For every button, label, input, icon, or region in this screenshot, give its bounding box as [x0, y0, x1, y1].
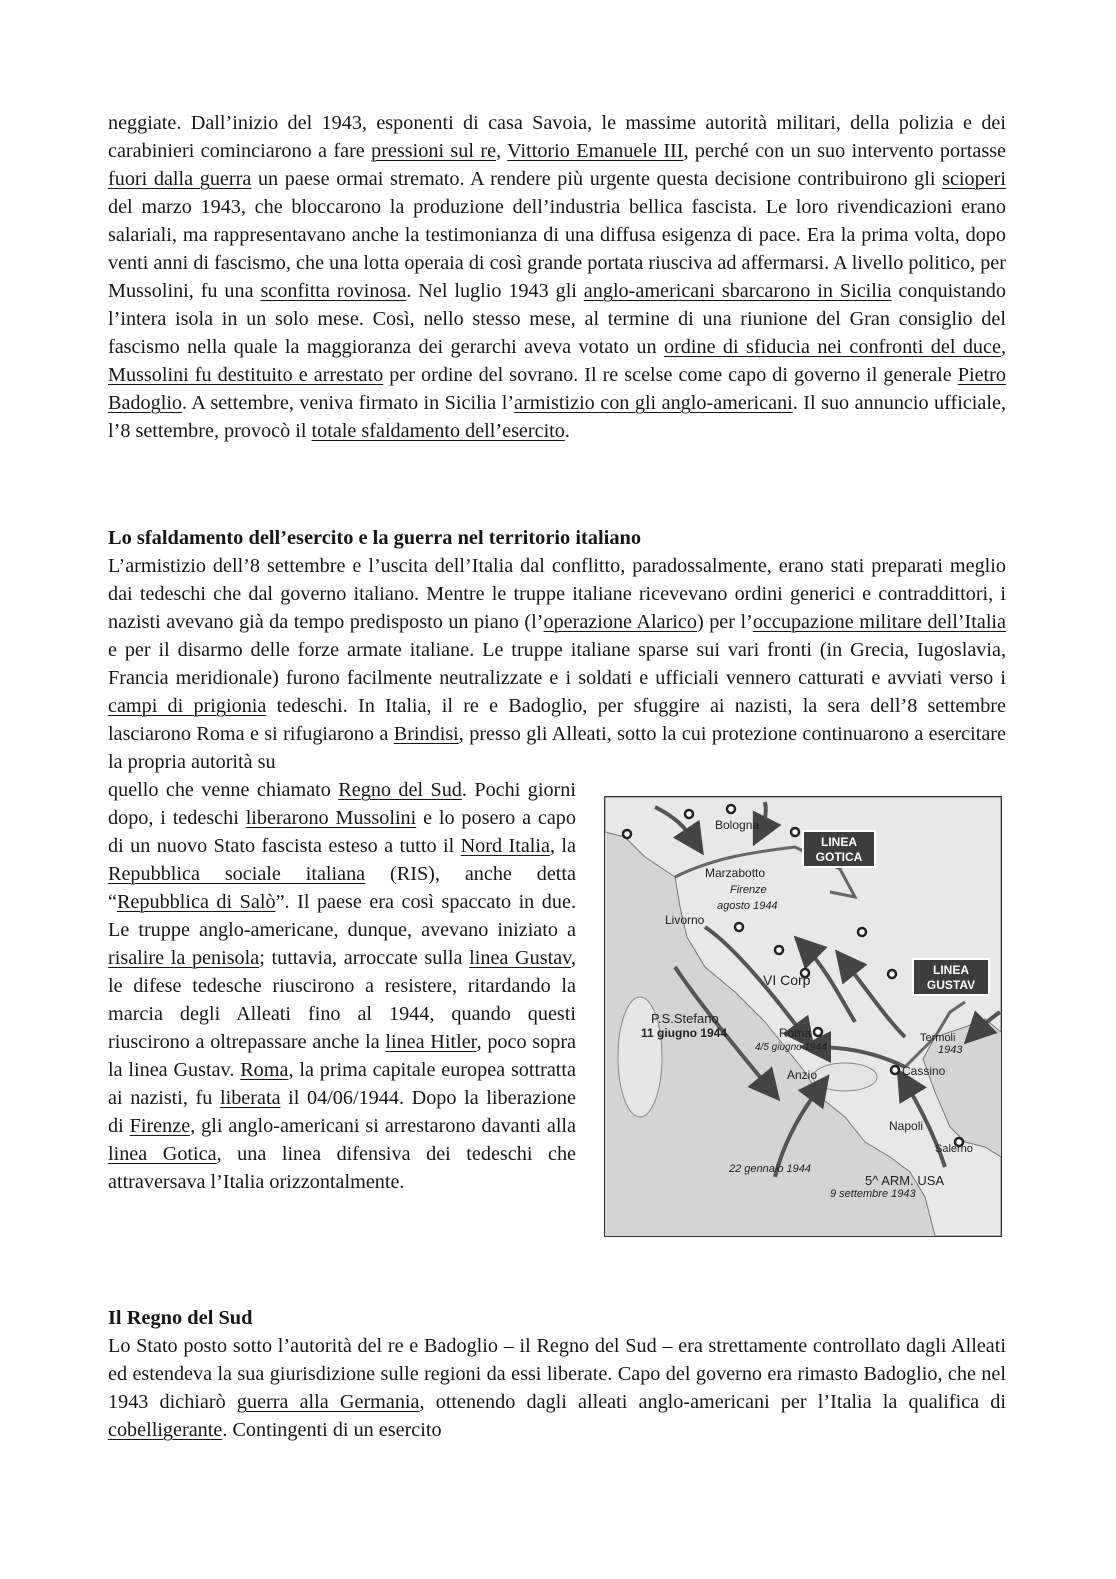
section-paragraph [108, 552, 1006, 776]
map-label-ps-stefano: P.S.Stefano [651, 1011, 719, 1026]
text-run: ”. Il paese era così spaccato in due. Le truppe anglo-americane, dunque, avevano iniziato a [108, 891, 576, 941]
text-run: per ordine del sovrano. Il re scelse come capo di governo il generale [383, 364, 958, 386]
section-paragraph-beside-map [108, 776, 576, 1196]
map-label-livorno: Livorno [665, 913, 705, 927]
war-map-figure [604, 796, 1002, 1237]
text-run: del marzo 1943, che bloccarono la produzione dell’industria bellica fascista. Le loro rivendicazioni erano salariali, ma rappresentavano anche la testimonianza di una diffusa esigenza di pace. Era la prima volta, dopo venti anni di fascismo, che una lotta operaia di così grande portata riusciva ad affermarsi. A livello politico, per Mussolini, fu una [108, 196, 1006, 302]
linked-term[interactable]: Pietro Badoglio [108, 364, 1006, 414]
text-run: , perché con un suo intervento portasse [683, 140, 1007, 162]
map-label-roma: Roma [779, 1026, 812, 1040]
text-run: . Il suo annuncio ufficiale, l’8 settembre, provocò il [108, 392, 1006, 442]
text-run: tedeschi. In Italia, il re e Badoglio, per sfuggire ai nazisti, la sera dell’8 settembre lasciarono Roma e si rifugiarono a [108, 695, 1006, 745]
linked-term[interactable]: Brindisi [393, 723, 459, 745]
text-run: , ottenendo dagli alleati anglo-americani per l’Italia la qualifica di [419, 1391, 1006, 1413]
map-label-termoli-date: 1943 [938, 1044, 963, 1056]
text-run: conquistando l’intera isola in un solo mese. Così, nello stesso mese, al termine di una riunione del Gran consiglio del fascismo nella quale la maggioranza dei gerarchi aveva votato un [108, 280, 1006, 358]
linked-term[interactable]: pressioni sul re [371, 140, 497, 162]
map-label-napoli: Napoli [889, 1119, 924, 1133]
linked-term[interactable]: sconfitta rovinosa [260, 280, 407, 302]
gotica-line-1: LINEA [821, 835, 857, 849]
linea-gotica-box [803, 831, 875, 867]
linked-term[interactable]: risalire la penisola [108, 947, 260, 969]
linked-term[interactable]: fuori dalla guerra [108, 168, 252, 190]
text-run: . [564, 420, 570, 442]
text-run: quello che venne chiamato [108, 779, 339, 801]
text-run: , gli anglo-americani si arrestarono davanti alla [190, 1115, 577, 1137]
italy-campaign-map [605, 797, 1001, 1236]
linked-term[interactable]: linea Gustav [469, 947, 571, 969]
text-run: , [1000, 336, 1006, 358]
text-run: ) per l’ [696, 611, 753, 633]
map-label-vi-corp: VI Corp [763, 972, 811, 988]
text-run: (RIS), anche detta “ [108, 863, 576, 913]
text-run: , la prima capitale europea sottratta ai nazisti, fu [108, 1059, 576, 1109]
text-run: neggiate. Dall’inizio del 1943, esponenti di casa Savoia, le massime autorità militari, della polizia e dei carabinieri cominciarono a fare [108, 112, 1006, 162]
map-label-arm-usa: 5^ ARM. USA [865, 1173, 945, 1188]
section-heading: Il Regno del Sud [108, 1307, 253, 1329]
linea-gustav-box [913, 959, 989, 995]
text-run: il 04/06/1944. Dopo la liberazione di [108, 1087, 576, 1137]
linked-term[interactable]: guerra alla Germania [236, 1391, 420, 1413]
linked-term[interactable]: Repubblica sociale italiana [108, 863, 366, 885]
linked-term[interactable]: occupazione militare dell’Italia [752, 611, 1007, 633]
linked-term[interactable]: scioperi [942, 168, 1007, 190]
text-run: Lo Stato posto sotto l’autorità del re e Badoglio – il Regno del Sud – era strettamente controllato dagli Alleati ed estendeva la sua giurisdizione sulle regioni da essi liberate. Capo del governo era rimasto Badoglio, che nel 1943 dichiarò [108, 1335, 1006, 1413]
map-label-firenze: Firenze [730, 884, 767, 896]
intro-text [108, 109, 1006, 445]
text-run: e lo posero a capo di un nuovo Stato fascista esteso a tutto il [108, 807, 576, 857]
section-heading: Lo sfaldamento dell’esercito e la guerra nel territorio italiano [108, 527, 642, 549]
linked-term[interactable]: armistizio con gli anglo-americani [514, 392, 793, 414]
text-run: e per il disarmo delle forze armate italiane. Le truppe italiane sparse sui vari fronti (in Grecia, Iugoslavia, Francia meridionale) furono facilmente neutralizzate e i soldati e ufficiali vennero catturati e avviati verso i [108, 639, 1006, 689]
map-label-bologna: Bologna [715, 818, 760, 832]
text-run: ; tuttavia, arroccate sulla [259, 947, 470, 969]
section-regno-del-sud [108, 1304, 1006, 1444]
text-run: , presso gli Alleati, sotto la cui protezione continuarono a esercitare la propria autorità su [108, 723, 1006, 773]
lake-shape [813, 1063, 877, 1091]
map-label-termoli: Termoli [920, 1032, 956, 1044]
map-label-salerno: Salerno [935, 1143, 973, 1155]
map-label-roma-date: 4/5 giugno 1944 [755, 1042, 827, 1053]
linked-term[interactable]: Regno del Sud [338, 779, 462, 801]
map-label-marzabotto: Marzabotto [705, 866, 766, 880]
linked-term[interactable]: operazione Alarico [543, 611, 697, 633]
text-run: , la [549, 835, 576, 857]
linked-term[interactable]: anglo-americani sbarcarono in Sicilia [583, 280, 892, 302]
map-label-cassino: Cassino [902, 1064, 946, 1078]
text-run: , una linea difensiva dei tedeschi che attraversava l’Italia orizzontalmente. [108, 1143, 576, 1193]
text-run: . Pochi giorni dopo, i tedeschi [108, 779, 576, 829]
linked-term[interactable]: Vittorio Emanuele III [507, 140, 684, 162]
map-label-arm-date: 9 settembre 1943 [830, 1188, 916, 1200]
map-label-anzio-date: 22 gennaio 1944 [729, 1163, 811, 1175]
linked-term[interactable]: Roma [240, 1059, 289, 1081]
text-run: , poco sopra la linea Gustav. [108, 1031, 577, 1081]
linked-term[interactable]: campi di prigionia [108, 695, 267, 717]
linked-term[interactable]: liberarono Mussolini [245, 807, 417, 829]
text-run: L’armistizio dell’8 settembre e l’uscita dell’Italia dal conflitto, paradossalmente, erano stati preparati meglio dai tedeschi che dal governo italiano. Mentre le truppe italiane ricevevano ordini generici e contraddittori, i nazisti avevano già da tempo predisposto un piano (l’ [108, 555, 1006, 633]
text-run: . Nel luglio 1943 gli [406, 280, 584, 302]
text-run: , le difese tedesche riuscirono a resistere, ritardando la marcia degli Alleati fino al 1944, quando questi riuscirono a oltrepassare anche la [108, 947, 576, 1053]
linked-term[interactable]: ordine di sfiducia nei confronti del duce [663, 336, 1001, 358]
text-run: . Contingenti di un esercito [222, 1419, 442, 1441]
map-label-ps-date: 11 giugno 1944 [641, 1026, 728, 1040]
intro-paragraph [108, 109, 1006, 445]
map-label-anzio: Anzio [787, 1068, 818, 1082]
gustav-line-1: LINEA [933, 963, 969, 977]
text-run: un paese ormai stremato. A rendere più urgente questa decisione contribuirono gli [251, 168, 943, 190]
gustav-line-2: GUSTAV [926, 978, 976, 992]
linked-term[interactable]: Repubblica di Salò [116, 891, 276, 913]
text-run: , [496, 140, 508, 162]
text-run: . A settembre, veniva firmato in Sicilia l’ [182, 392, 515, 414]
map-label-firenze-date: agosto 1944 [717, 900, 778, 912]
linked-term[interactable]: totale sfaldamento dell’esercito [311, 420, 565, 442]
linked-term[interactable]: liberata [220, 1087, 281, 1109]
section-paragraph [108, 1332, 1006, 1444]
linked-term[interactable]: cobelligerante [108, 1419, 223, 1441]
linked-term[interactable]: linea Gotica [108, 1143, 217, 1165]
gotica-line-2: GOTICA [815, 850, 863, 864]
linked-term[interactable]: Nord Italia [460, 835, 550, 857]
linked-term[interactable]: Mussolini fu destituito e arrestato [108, 364, 384, 386]
linked-term[interactable]: Firenze [129, 1115, 191, 1137]
linked-term[interactable]: linea Hitler [385, 1031, 477, 1053]
